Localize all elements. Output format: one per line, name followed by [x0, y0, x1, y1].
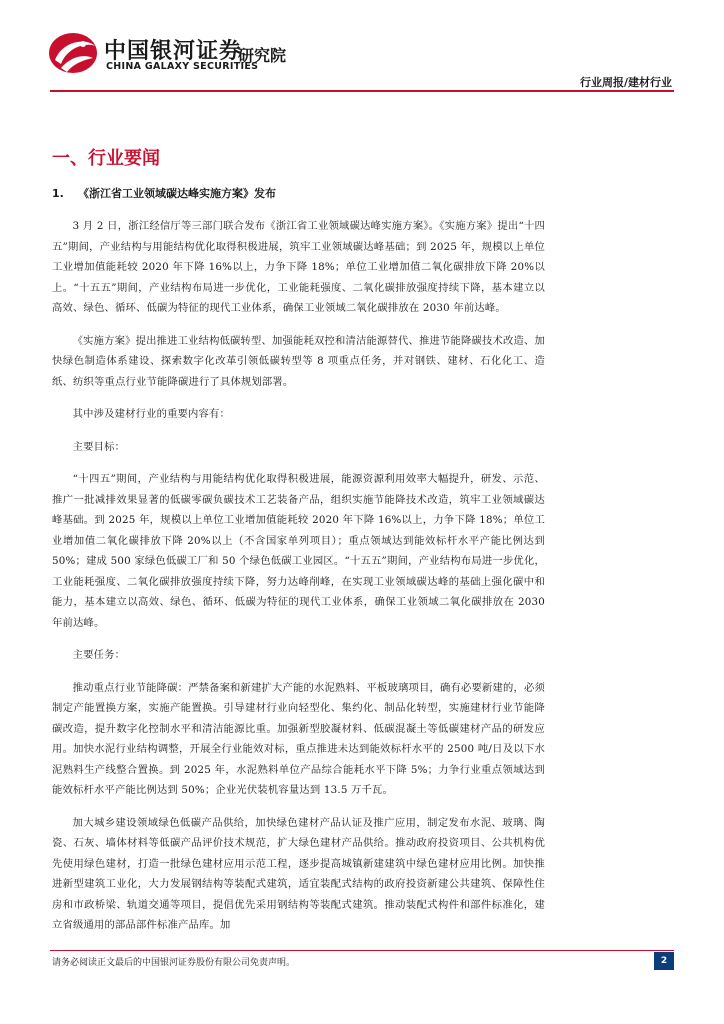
footer-divider	[50, 950, 674, 951]
paragraph-1: 3 月 2 日，浙江经信厅等三部门联合发布《浙江省工业领域碳达峰实施方案》。《实施方案》提出“十四五”期间，产业结构与用能结构优化取得积极进展，筑牢工业领域碳达峰基础；到 2025 年，规模以上单位工业增加值能耗较 2020 年下降 16%以上，力争下降 18%；单位工业增加值二氧化碳排放下降 20%以上。“十五五”期间，产业结构布局进一步优化，工业能耗强度、二氧化碳排放强度持续下降，基本建立以高效、绿色、循环、低碳为特征的现代工业体系，确保工业领域二氧化碳排放在 2030 年前达峰。	[52, 220, 545, 314]
brand-name-en: CHINA GALAXY SECURITIES	[106, 61, 259, 72]
header-divider	[50, 90, 674, 92]
paragraph-7: 推动重点行业节能降碳：严禁备案和新建扩大产能的水泥熟料、平板玻璃项目，确有必要新建的，必须制定产能置换方案，实施产能置换。引导建材行业向轻型化、集约化、制品化转型，实施建材行业节能降碳改造，提升数字化控制水平和清洁能源比重。加强新型胶凝材料、低碳混凝土等低碳建材产品的研发应用。加快水泥行业结构调整，开展全行业能效对标，重点推进未达到能效标杆水平的 2500 吨/日及以下水泥熟料生产线整合置换。到 2025 年，水泥熟料单位产品综合能耗水平下降 5%；力争行业重点领域达到能效标杆水平产能比例达到 50%；企业光伏装机容量达到 13.5 万千瓦。	[52, 681, 545, 796]
paragraph-3: 其中涉及建材行业的重要内容有：	[72, 408, 231, 420]
section-title: 一、行业要闻	[52, 148, 160, 169]
paragraph-8: 加大城乡建设领域绿色低碳产品供给，加快绿色建材产品认证及推广应用，制定发布水泥、玻璃、陶瓷、石灰、墙体材料等低碳产品评价技术规范，扩大绿色建材产品供给。推动政府投资项目、公共机构优先使用绿色建材，打造一批绿色建材应用示范工程，逐步提高城镇新建建筑中绿色建材应用比例。加快推进新型建筑工业化，大力发展钢结构等装配式建筑，适宜装配式结构的政府投资新建公共建筑、保障性住房和市政桥梁、轨道交通等项目，提倡优先采用钢结构等装配式建筑。推动装配式构件和部件标准化，建立省级通用的部品部件标准产品库。加	[52, 816, 545, 931]
paragraph-4: 主要目标：	[72, 440, 126, 453]
item-heading	[52, 186, 545, 202]
page-number-badge: 2	[654, 952, 674, 970]
institute-label: 研究院	[238, 46, 287, 65]
item-number: 1.	[52, 187, 64, 200]
item-heading-text: 《浙江省工业领域碳达峰实施方案》发布	[78, 187, 276, 200]
paragraph-2: 《实施方案》提出推进工业结构低碳转型、加强能耗双控和清洁能源替代、推进节能降碳技术改造、加快绿色制造体系建设、探索数字化改革引领低碳转型等 8 项重点任务，并对钢铁、建材、石化化工、造纸、纺织等重点行业节能降碳进行了具体规划部署。	[52, 334, 545, 388]
footer-disclaimer: 请务必阅读正文最后的中国银河证券股份有限公司免责声明。	[52, 958, 296, 968]
document-body	[52, 146, 545, 948]
brand-name-cn: 中国银河证券	[104, 39, 243, 64]
report-type-label: 行业周报/建材行业	[579, 76, 672, 89]
paragraph-5: “十四五”期间，产业结构与用能结构优化取得积极进展，能源资源利用效率大幅提升，研发、示范、推广一批减排效果显著的低碳零碳负碳技术工艺装备产品，组织实施节能降技术改造，筑牢工业领域碳达峰基础。到 2025 年，规模以上单位工业增加值能耗较 2020 年下降 16%以上，力争下降 18%；单位工业增加值二氧化碳排放下降 20%以上（不含国家单列项目）；重点领域达到能效标杆水平产能比例达到 50%；建成 500 家绿色低碳工厂和 50 个绿色低碳工业园区。“十五五”期间，产业结构布局进一步优化，工业能耗强度、二氧化碳排放强度持续下降，努力达峰削峰，在实现工业领域碳达峰的基础上强化碳中和能力，基本建立以高效、绿色、循环、低碳为特征的现代工业体系，确保工业领域二氧化碳排放在 2030 年前达峰。	[52, 473, 545, 629]
paragraph-6: 主要任务：	[72, 649, 126, 661]
page-header	[0, 0, 724, 92]
galaxy-logo-icon	[47, 30, 99, 76]
